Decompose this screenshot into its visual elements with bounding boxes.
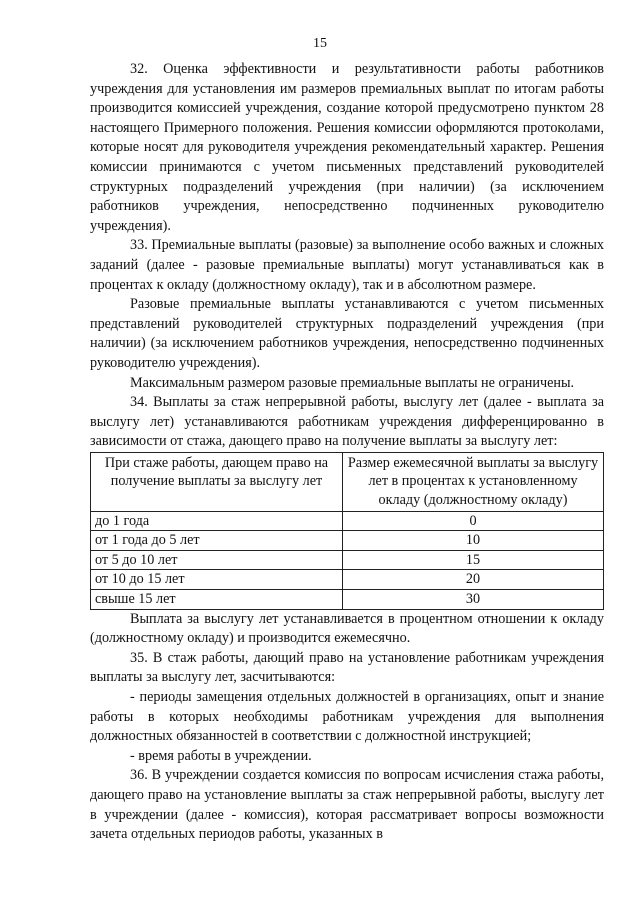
table-cell-percent: 20 [343,570,604,590]
table-cell-percent: 0 [343,511,604,531]
seniority-bonus-table [90,452,604,610]
table-row [91,511,604,531]
table-cell-period: до 1 года [91,511,343,531]
table-cell-percent: 15 [343,550,604,570]
table-header-period: При стаже работы, дающем право на получение выплаты за выслугу лет [91,452,343,511]
table-cell-percent: 10 [343,531,604,551]
table-header-row [91,452,604,511]
paragraph-33-onetime-bonus: Разовые премиальные выплаты устанавливаются с учетом письменных представлений руководителей структурных подразделений учреждения (при наличии) (за исключением работников учреждения, непосредственно подчиненных руководителю учреждения). [90,296,604,371]
paragraph-34-payment-note: Выплата за выслугу лет устанавливается в процентном отношении к окладу (должностному окладу) и производится ежемесячно. [90,610,604,647]
paragraph-34: 34. Выплаты за стаж непрерывной работы, выслугу лет (далее - выплата за выслугу лет) устанавливаются работникам учреждения дифференцированно в зависимости от стажа, дающего право на получение выплаты за выслугу лет: [90,394,604,450]
paragraph-33: 33. Премиальные выплаты (разовые) за выполнение особо важных и сложных заданий (далее - разовые премиальные выплаты) могут устанавливаться как в процентах к окладу (должностному окладу), так и в абсолютном размере. [90,237,604,293]
paragraph-32: 32. Оценка эффективности и результативности работы работников учреждения для установления им размеров премиальных выплат по итогам работы производится комиссией учреждения, создание которой предусмотрено пунктом 28 настоящего Примерного положения. Решения комиссии оформляются протоколами, которые носят для руководителя учреждения рекомендательный характер. Решения комиссии принимаются с учетом письменных представлений руководителей структурных подразделений учреждения (при наличии) (за исключением работников учреждения, непосредственно подчиненных руководителю учреждения). [90,61,604,234]
table-cell-period: от 1 года до 5 лет [91,531,343,551]
table-row [91,531,604,551]
document-body [90,60,604,845]
table-cell-period: от 10 до 15 лет [91,570,343,590]
page-number: 15 [313,36,327,51]
table-row [91,550,604,570]
paragraph-36: 36. В учреждении создается комиссия по вопросам исчисления стажа работы, дающего право на установление выплаты за стаж непрерывной работы, выслугу лет в учреждении (далее - комиссия), которая рассматривает вопросы возможности зачета отдельных периодов работы, указанных в [90,767,604,843]
paragraph-35-item-positions: - периоды замещения отдельных должностей в организациях, опыт и знание работы в которых необходимы работникам учреждения для выполнения должностных обязанностей в соответствии с должностной инструкцией; [90,689,604,745]
table-row [91,570,604,590]
table-header-percent: Размер ежемесячной выплаты за выслугу лет в процентах к установленному окладу (должностному окладу) [343,452,604,511]
table-cell-period: от 5 до 10 лет [91,550,343,570]
paragraph-35-item-work-time: - время работы в учреждении. [130,747,312,764]
table-row [91,590,604,610]
paragraph-35: 35. В стаж работы, дающий право на установление работникам учреждения выплаты за выслугу лет, засчитываются: [90,649,604,686]
table-cell-period: свыше 15 лет [91,590,343,610]
paragraph-33-max-bonus: Максимальным размером разовые премиальные выплаты не ограничены. [130,374,575,391]
table-cell-percent: 30 [343,590,604,610]
